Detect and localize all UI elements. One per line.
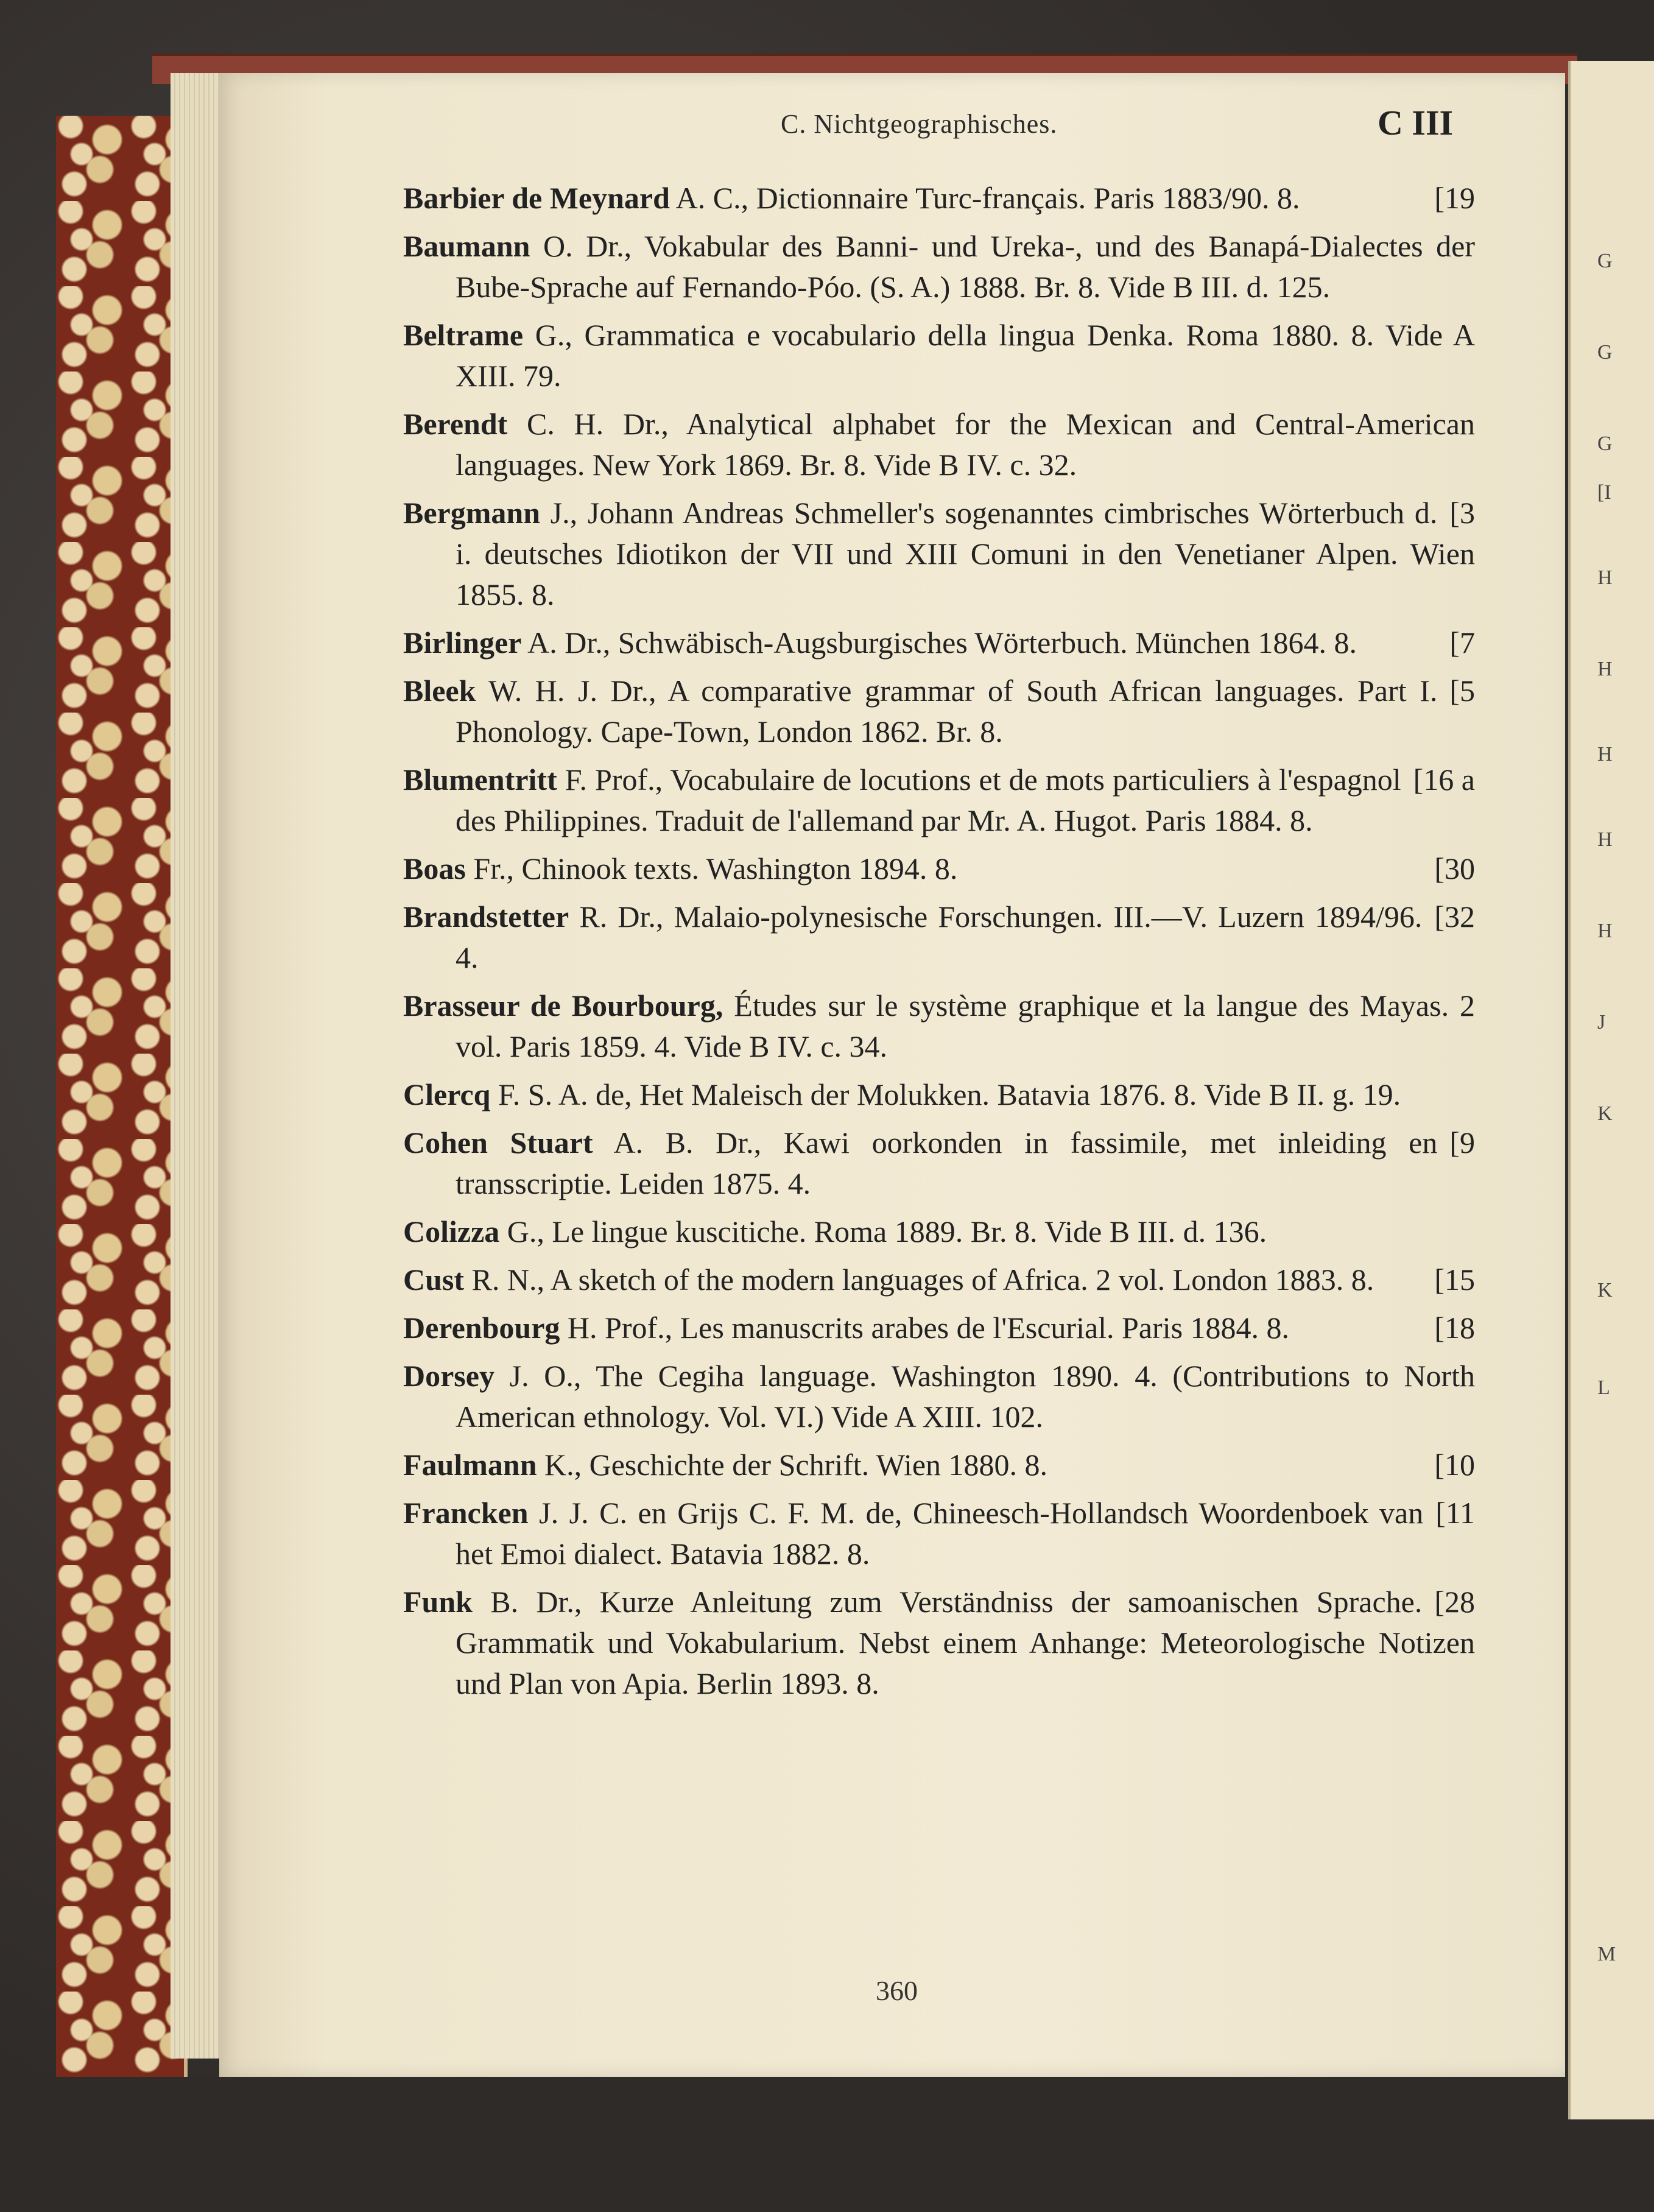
facing-page-fragment: J [1597,1011,1606,1034]
entry-author: Clercq [403,1077,491,1111]
facing-page-fragment: H [1597,566,1613,589]
entry-reference: [7 [1449,625,1475,660]
facing-page-fragment: L [1597,1376,1610,1399]
bibliography-entry [403,1493,1475,1574]
bibliography-entry [403,1582,1475,1704]
section-mark: C III [1378,103,1454,143]
bibliography-list [403,178,1475,1711]
entry-reference: [19 [1434,181,1475,215]
facing-page-fragment: K [1597,1279,1613,1301]
entry-text: J. O., The Cegiha language. Washington 1890. 4. (Contributions to North American ethnology. Vol. VI.) Vide A XIII. 102. [456,1359,1476,1434]
entry-reference: [32 [1434,900,1475,934]
entry-text: R. Dr., Malaio-polynesische Forschungen. III.—V. Luzern 1894/96. 4. [456,900,1423,974]
entry-author: Dorsey [403,1359,494,1393]
entry-text: J. J. C. en Grijs C. F. M. de, Chineesch-Hollandsch Woordenboek van het Emoi dialect. Batavia 1882. 8. [456,1496,1424,1571]
bibliography-entry [403,671,1475,752]
bibliography-entry [403,985,1475,1067]
entry-text: C. H. Dr., Analytical alphabet for the Mexican and Central-American languages. New York 1869. Br. 8. Vide B IV. c. 32. [456,407,1475,482]
bibliography-entry [403,493,1475,615]
entry-reference: [18 [1434,1311,1475,1345]
entry-text: B. Dr., Kurze Anleitung zum Verständniss der samoanischen Sprache. Grammatik und Vokabularium. Nebst einem Anhange: Meteorologische Notizen und Plan von Apia. Berlin 1893. 8. [456,1585,1475,1700]
entry-text: F. Prof., Vocabulaire de locutions et de mots particuliers à l'espagnol des Philippines. Traduit de l'allemand par Mr. A. Hugot. Paris 1884. 8. [456,763,1401,837]
bibliography-entry [403,1308,1475,1348]
facing-page-fragment: G [1597,341,1613,364]
entry-author: Barbier de Meynard [403,181,670,215]
entry-text: G., Le lingue kuscitiche. Roma 1889. Br. 8. Vide B III. d. 136. [507,1214,1267,1249]
entry-author: Bleek [403,674,476,708]
bibliography-entry [403,622,1475,663]
entry-text: A. B. Dr., Kawi oorkonden in fassimile, met inleiding en transscriptie. Leiden 1875. 4. [456,1125,1438,1200]
page-number: 360 [876,1975,918,2006]
entry-author: Berendt [403,407,508,441]
entry-text: K., Geschichte der Schrift. Wien 1880. 8. [544,1448,1048,1482]
entry-author: Funk [403,1585,473,1619]
facing-page-fragment: H [1597,658,1613,680]
entry-reference: [30 [1434,851,1475,886]
background-surface [0,2077,1654,2212]
entry-author: Baumann [403,229,530,263]
entry-text: R. N., A sketch of the modern languages of Africa. 2 vol. London 1883. 8. [471,1263,1374,1297]
facing-page-fragment: G [1597,432,1613,455]
entry-author: Colizza [403,1214,500,1249]
entry-author: Brasseur de Bourbourg, [403,988,723,1023]
bibliography-entry [403,226,1475,308]
entry-author: Cohen Stuart [403,1125,593,1160]
entry-reference: [9 [1449,1125,1475,1160]
entry-reference: [28 [1434,1585,1475,1619]
bibliography-entry [403,1122,1475,1204]
entry-text: A. C., Dictionnaire Turc-français. Paris 1883/90. 8. [675,181,1300,215]
entry-text: W. H. J. Dr., A comparative grammar of South African languages. Part I. Phonology. Cape-Town, London 1862. Br. 8. [456,674,1438,748]
facing-page [1568,61,1654,2119]
entry-reference: [3 [1449,496,1475,530]
facing-page-fragment: K [1597,1102,1613,1125]
bibliography-entry [403,1356,1475,1437]
bibliography-entry [403,759,1475,841]
entry-text: A. Dr., Schwäbisch-Augsburgisches Wörterbuch. München 1864. 8. [527,625,1357,660]
entry-author: Cust [403,1263,465,1297]
entry-reference: [16 a [1413,763,1475,797]
facing-page-fragment: H [1597,920,1613,942]
entry-author: Brandstetter [403,900,569,934]
entry-text: H. Prof., Les manuscrits arabes de l'Escurial. Paris 1884. 8. [567,1311,1290,1345]
bibliography-entry [403,1074,1475,1115]
entry-author: Beltrame [403,318,524,352]
bibliography-entry [403,178,1475,219]
entry-author: Bergmann [403,496,540,530]
bibliography-entry [403,848,1475,889]
entry-author: Blumentritt [403,763,557,797]
entry-reference: [5 [1449,674,1475,708]
bibliography-entry [403,404,1475,485]
marbled-page-edge [56,116,188,2077]
entry-text: O. Dr., Vokabular des Banni- und Ureka-, und des Banapá-Dialectes der Bube-Sprache auf Fernando-Póo. (S. A.) 1888. Br. 8. Vide B III. d. 125. [456,229,1476,304]
entry-reference: [11 [1435,1496,1475,1530]
running-title: C. Nichtgeographisches. [781,109,1058,139]
facing-page-fragment: G [1597,250,1613,272]
entry-text: F. S. A. de, Het Maleisch der Molukken. Batavia 1876. 8. Vide B II. g. 19. [498,1077,1401,1111]
bibliography-entry [403,1445,1475,1485]
entry-text: G., Grammatica e vocabulario della lingua Denka. Roma 1880. 8. Vide A XIII. 79. [456,318,1475,393]
facing-page-fragment: H [1597,743,1613,766]
entry-author: Boas [403,851,466,886]
entry-text: Fr., Chinook texts. Washington 1894. 8. [473,851,958,886]
bibliography-entry [403,896,1475,978]
entry-author: Derenbourg [403,1311,560,1345]
entry-text: Études sur le système graphique et la langue des Mayas. 2 vol. Paris 1859. 4. Vide B IV. c. 34. [456,988,1476,1063]
entry-text: J., Johann Andreas Schmeller's sogenanntes cimbrisches Wörterbuch d. i. deutsches Idiotikon der VII und XIII Comuni in den Venetianer Alpen. Wien 1855. 8. [456,496,1475,611]
entry-reference: [15 [1434,1263,1475,1297]
facing-page-fragment: H [1597,828,1613,851]
facing-page-fragment: [I [1597,481,1611,504]
bibliography-entry [403,1259,1475,1300]
entry-author: Francken [403,1496,529,1530]
bibliography-entry [403,315,1475,396]
entry-author: Birlinger [403,625,522,660]
facing-page-fragment: M [1597,1943,1616,1965]
bibliography-entry [403,1211,1475,1252]
entry-reference: [10 [1434,1448,1475,1482]
entry-author: Faulmann [403,1448,537,1482]
